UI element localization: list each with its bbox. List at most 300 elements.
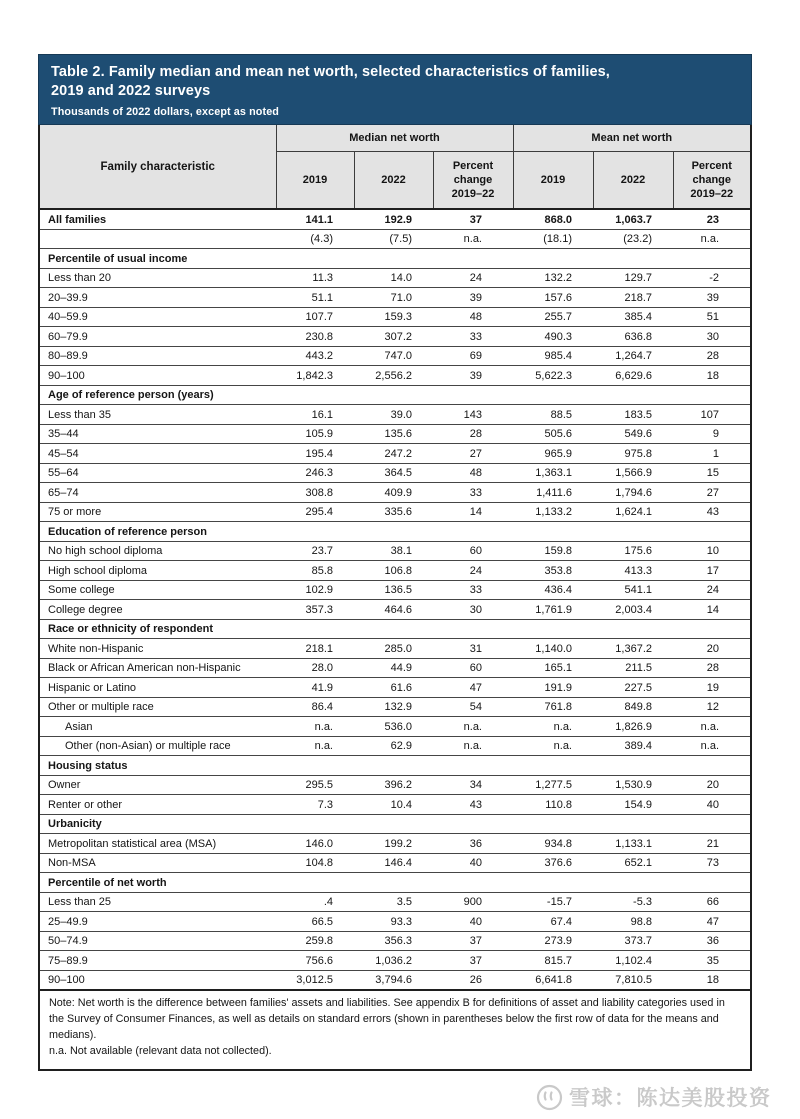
cell-value: 1 bbox=[712, 447, 720, 460]
cell-value: 19 bbox=[706, 681, 720, 694]
row-label: Some college bbox=[48, 584, 115, 596]
table-row bbox=[40, 463, 750, 483]
cell-value: 1,363.1 bbox=[535, 467, 572, 479]
cell-value: 28 bbox=[706, 350, 720, 362]
cell-value: n.a. bbox=[553, 740, 572, 752]
cell-value: 747.0 bbox=[384, 350, 412, 362]
cell-value: 31 bbox=[469, 642, 482, 655]
table-subtitle: Thousands of 2022 dollars, except as noted bbox=[51, 106, 279, 119]
cell-value: 24 bbox=[706, 584, 720, 596]
table-row bbox=[40, 366, 750, 386]
column-header-line: 2022 bbox=[381, 174, 406, 187]
cell-value: n.a. bbox=[700, 233, 720, 245]
cell-value: 146.4 bbox=[384, 857, 412, 869]
table-row bbox=[40, 795, 750, 815]
table-row bbox=[40, 639, 750, 659]
cell-value: 295.4 bbox=[305, 506, 333, 518]
cell-value: 157.6 bbox=[544, 291, 572, 304]
cell-value: 39 bbox=[469, 291, 482, 304]
cell-value: 30 bbox=[706, 330, 720, 343]
cell-value: 37 bbox=[469, 954, 482, 967]
cell-value: 1,264.7 bbox=[615, 350, 652, 362]
cell-value: 11.3 bbox=[312, 272, 333, 284]
cell-value: 247.2 bbox=[384, 447, 412, 460]
cell-value: 85.8 bbox=[311, 564, 333, 577]
cell-value: (23.2) bbox=[623, 233, 652, 245]
row-label bbox=[40, 229, 276, 249]
table-row bbox=[40, 697, 750, 717]
table-row bbox=[40, 268, 750, 288]
cell-value: 18 bbox=[706, 369, 720, 382]
cell-value: 48 bbox=[469, 311, 482, 323]
cell-value: 107.7 bbox=[305, 311, 333, 323]
table-row bbox=[40, 327, 750, 347]
section-header-row bbox=[40, 522, 750, 542]
cell-value: 335.6 bbox=[384, 506, 412, 518]
table-title-block bbox=[38, 54, 752, 125]
cell-value: 14 bbox=[706, 603, 720, 616]
cell-value: 549.6 bbox=[624, 428, 652, 440]
column-group-median-net-worth: Median net worth bbox=[276, 125, 513, 152]
cell-value: 652.1 bbox=[624, 857, 652, 869]
table-row bbox=[40, 405, 750, 425]
row-label: 55–64 bbox=[48, 467, 79, 479]
table-row bbox=[40, 541, 750, 561]
cell-value: 23 bbox=[706, 213, 720, 226]
cell-value: 868.0 bbox=[544, 213, 572, 226]
cell-value: 9 bbox=[712, 428, 720, 440]
cell-value: 132.9 bbox=[384, 701, 412, 713]
row-label: 75 or more bbox=[48, 506, 102, 518]
cell-value: 41.9 bbox=[311, 681, 333, 694]
cell-value: 40 bbox=[706, 798, 720, 811]
cell-value: 43 bbox=[469, 798, 482, 811]
table-row bbox=[40, 580, 750, 600]
table-row bbox=[40, 951, 750, 971]
cell-value: 2,556.2 bbox=[375, 369, 412, 382]
table-row bbox=[40, 736, 750, 756]
section-header-row bbox=[40, 873, 750, 893]
row-label: 50–74.9 bbox=[48, 935, 88, 947]
row-label: Asian bbox=[65, 720, 93, 733]
row-label: Less than 20 bbox=[48, 272, 111, 284]
section-header-row bbox=[40, 619, 750, 639]
cell-value: 6,641.8 bbox=[535, 974, 572, 986]
header-group-row bbox=[40, 125, 750, 152]
cell-value: 191.9 bbox=[544, 681, 572, 694]
cell-value: 536.0 bbox=[384, 720, 412, 733]
cell-value: 33 bbox=[469, 330, 482, 343]
cell-value: 37 bbox=[469, 213, 482, 226]
cell-value: 199.2 bbox=[384, 837, 412, 850]
cell-value: 218.7 bbox=[624, 291, 652, 304]
cell-value: 356.3 bbox=[384, 935, 412, 947]
column-header-line: change bbox=[692, 174, 732, 187]
cell-value: n.a. bbox=[700, 720, 720, 733]
section-header-label: Percentile of net worth bbox=[48, 876, 167, 889]
cell-value: 28.0 bbox=[311, 662, 333, 674]
table-row bbox=[40, 853, 750, 873]
cell-value: 218.1 bbox=[305, 642, 333, 655]
cell-value: 21 bbox=[706, 837, 720, 850]
note-text: Note: Net worth is the difference between families' assets and liabilities. See appendix B for definitions of asset and liability categories used in the Survey of Consumer Finances, as well as details on standard errors (shown in parentheses below the first row of data for the means and medians). bbox=[49, 997, 725, 1041]
cell-value: 1,826.9 bbox=[615, 720, 652, 733]
cell-value: n.a. bbox=[553, 720, 572, 733]
row-label: 65–74 bbox=[48, 486, 79, 499]
row-label: 75–89.9 bbox=[48, 954, 88, 967]
cell-value: 1,794.6 bbox=[615, 486, 652, 499]
table-row bbox=[40, 912, 750, 932]
row-label: All families bbox=[48, 213, 107, 226]
cell-value: 47 bbox=[469, 681, 482, 694]
cell-value: 308.8 bbox=[305, 486, 333, 499]
column-header-mean-2019 bbox=[513, 152, 593, 210]
cell-value: -2 bbox=[709, 272, 720, 284]
cell-value: 385.4 bbox=[624, 311, 652, 323]
cell-value: 135.6 bbox=[384, 428, 412, 440]
table-row bbox=[40, 346, 750, 366]
cell-value: 141.1 bbox=[305, 213, 333, 226]
cell-value: 505.6 bbox=[544, 428, 572, 440]
cell-value: 409.9 bbox=[384, 486, 412, 499]
cell-value: 33 bbox=[469, 486, 482, 499]
cell-value: 16.1 bbox=[311, 408, 333, 421]
cell-value: 14.0 bbox=[390, 272, 412, 284]
column-header-line: Percent bbox=[452, 159, 494, 172]
table-title-line-1: Table 2. Family median and mean net worth, selected characteristics of families, bbox=[51, 64, 610, 80]
cell-value: 20 bbox=[706, 779, 720, 791]
row-label: Black or African American non-Hispanic bbox=[48, 662, 241, 674]
cell-value: 60 bbox=[469, 662, 482, 674]
section-header-row bbox=[40, 756, 750, 776]
table-row bbox=[40, 834, 750, 854]
cell-value: 255.7 bbox=[544, 311, 572, 323]
cell-value: -5.3 bbox=[633, 896, 652, 908]
cell-value: 389.4 bbox=[624, 740, 652, 752]
cell-value: 110.8 bbox=[545, 798, 572, 811]
cell-value: 35 bbox=[706, 954, 720, 967]
cell-value: n.a. bbox=[314, 720, 333, 733]
cell-value: 60 bbox=[469, 545, 482, 557]
row-label: Metropolitan statistical area (MSA) bbox=[48, 837, 217, 850]
cell-value: (18.1) bbox=[543, 233, 572, 245]
row-label: 45–54 bbox=[48, 447, 79, 460]
cell-value: 73 bbox=[706, 857, 720, 869]
cell-value: 1,624.1 bbox=[615, 506, 652, 518]
cell-value: 815.7 bbox=[544, 954, 572, 967]
cell-value: 7,810.5 bbox=[615, 974, 652, 986]
table-row bbox=[40, 775, 750, 795]
cell-value: 230.8 bbox=[305, 330, 333, 343]
row-label: 35–44 bbox=[48, 428, 79, 440]
row-label: Less than 35 bbox=[48, 408, 111, 421]
cell-value: 192.9 bbox=[384, 213, 412, 226]
cell-value: 7.3 bbox=[317, 798, 333, 811]
cell-value: 849.8 bbox=[624, 701, 652, 713]
cell-value: 364.5 bbox=[384, 467, 412, 479]
table-row bbox=[40, 931, 750, 951]
row-label: 60–79.9 bbox=[48, 330, 88, 343]
cell-value: 18 bbox=[706, 974, 720, 986]
cell-value: 20 bbox=[706, 642, 720, 655]
row-label: 40–59.9 bbox=[48, 311, 88, 323]
cell-value: 88.5 bbox=[550, 408, 572, 421]
column-group-mean-net-worth: Mean net worth bbox=[513, 125, 750, 152]
cell-value: 106.8 bbox=[384, 564, 412, 577]
table-row bbox=[40, 717, 750, 737]
cell-value: 436.4 bbox=[544, 584, 572, 596]
table-row bbox=[40, 502, 750, 522]
cell-value: 33 bbox=[469, 584, 482, 596]
row-label: Owner bbox=[48, 779, 81, 791]
cell-value: 66.5 bbox=[311, 915, 333, 928]
cell-value: .4 bbox=[323, 896, 333, 908]
cell-value: 175.6 bbox=[624, 545, 652, 557]
cell-value: 965.9 bbox=[544, 447, 572, 460]
section-header-row bbox=[40, 385, 750, 405]
cell-value: 34 bbox=[469, 779, 482, 791]
cell-value: (4.3) bbox=[310, 233, 333, 245]
cell-value: 14 bbox=[469, 506, 482, 518]
row-label: 90–100 bbox=[48, 974, 85, 986]
cell-value: 373.7 bbox=[624, 935, 652, 947]
cell-value: 1,566.9 bbox=[615, 467, 652, 479]
note-box bbox=[40, 989, 750, 1069]
cell-value: 26 bbox=[469, 974, 482, 986]
cell-value: 39 bbox=[469, 369, 482, 382]
row-label: No high school diploma bbox=[48, 545, 163, 557]
cell-value: 756.6 bbox=[305, 954, 333, 967]
table-row bbox=[40, 678, 750, 698]
cell-value: n.a. bbox=[463, 233, 482, 245]
row-label: High school diploma bbox=[48, 564, 148, 577]
row-label: Non-MSA bbox=[48, 857, 96, 869]
cell-value: 15 bbox=[706, 467, 720, 479]
column-header-mean-2022 bbox=[593, 152, 673, 210]
cell-value: 132.2 bbox=[544, 272, 572, 284]
table-row bbox=[40, 483, 750, 503]
column-header-family-characteristic: Family characteristic bbox=[40, 125, 276, 209]
cell-value: 28 bbox=[706, 662, 720, 674]
cell-value: 490.3 bbox=[544, 330, 572, 343]
section-header-label: Housing status bbox=[48, 759, 128, 772]
table-row bbox=[40, 444, 750, 464]
cell-value: 2,003.4 bbox=[615, 603, 652, 616]
cell-value: n.a. bbox=[314, 740, 333, 752]
column-header-line: 2019–22 bbox=[690, 188, 734, 201]
cell-value: 39 bbox=[706, 291, 720, 304]
table-row bbox=[40, 307, 750, 327]
section-header-label: Urbanicity bbox=[48, 818, 102, 830]
report-table-container bbox=[38, 54, 752, 1071]
cell-value: 636.8 bbox=[624, 330, 652, 343]
table-row bbox=[40, 209, 750, 229]
cell-value: 40 bbox=[469, 915, 482, 928]
row-label: White non-Hispanic bbox=[48, 642, 144, 655]
cell-value: 102.9 bbox=[305, 584, 333, 596]
column-header-median-2019 bbox=[276, 152, 354, 210]
cell-value: 3,012.5 bbox=[296, 974, 333, 986]
row-label: Hispanic or Latino bbox=[48, 681, 137, 694]
cell-value: 27 bbox=[469, 447, 482, 460]
table-row bbox=[40, 600, 750, 620]
cell-value: 47 bbox=[706, 915, 720, 928]
cell-value: 40 bbox=[469, 857, 482, 869]
cell-value: 98.8 bbox=[630, 915, 652, 928]
cell-value: 443.2 bbox=[305, 350, 333, 362]
cell-value: 10.4 bbox=[390, 798, 412, 811]
cell-value: 357.3 bbox=[305, 603, 333, 616]
table-body bbox=[40, 209, 750, 989]
table-row bbox=[40, 229, 750, 249]
column-header-line: 2019–22 bbox=[451, 188, 495, 201]
cell-value: 48 bbox=[469, 467, 482, 479]
section-header-row bbox=[40, 249, 750, 269]
cell-value: 62.9 bbox=[390, 740, 412, 752]
cell-value: 43 bbox=[706, 506, 720, 518]
table-title-line-2: 2019 and 2022 surveys bbox=[51, 83, 211, 100]
column-header-line: change bbox=[453, 174, 493, 187]
cell-value: 10 bbox=[706, 545, 720, 557]
note-na-definition: n.a. Not available (relevant data not collected). bbox=[49, 1045, 272, 1058]
cell-value: n.a. bbox=[463, 720, 482, 733]
cell-value: n.a. bbox=[463, 740, 482, 752]
table-header bbox=[40, 125, 750, 209]
cell-value: 71.0 bbox=[390, 291, 412, 304]
cell-value: 129.7 bbox=[624, 272, 652, 284]
cell-value: 413.3 bbox=[624, 564, 652, 577]
cell-value: 24 bbox=[469, 564, 482, 577]
cell-value: 396.2 bbox=[384, 779, 412, 791]
cell-value: 376.6 bbox=[544, 857, 572, 869]
column-header-median-2022 bbox=[354, 152, 433, 210]
cell-value: 3,794.6 bbox=[375, 974, 412, 986]
cell-value: n.a. bbox=[700, 740, 720, 752]
section-header-label: Age of reference person (years) bbox=[48, 389, 214, 401]
cell-value: 1,530.9 bbox=[615, 779, 652, 791]
cell-value: 39.0 bbox=[390, 408, 412, 421]
cell-value: 38.1 bbox=[390, 545, 412, 557]
table-row bbox=[40, 561, 750, 581]
section-header-label: Percentile of usual income bbox=[48, 252, 188, 265]
cell-value: 985.4 bbox=[544, 350, 572, 362]
cell-value: 28 bbox=[469, 428, 482, 440]
column-header-line: 2019 bbox=[302, 174, 328, 187]
cell-value: 6,629.6 bbox=[615, 369, 652, 382]
cell-value: 146.0 bbox=[305, 837, 333, 850]
cell-value: 24 bbox=[469, 272, 482, 284]
cell-value: 86.4 bbox=[311, 701, 333, 713]
cell-value: 1,036.2 bbox=[375, 954, 412, 967]
row-label: Renter or other bbox=[48, 798, 122, 811]
cell-value: 1,277.5 bbox=[535, 779, 572, 791]
watermark-text: 雪球：陈达美股投资 bbox=[569, 1087, 772, 1110]
cell-value: 104.8 bbox=[305, 857, 333, 869]
cell-value: 227.5 bbox=[624, 681, 652, 694]
cell-value: 183.5 bbox=[624, 408, 652, 421]
column-header-line: 2022 bbox=[620, 174, 646, 187]
cell-value: -15.7 bbox=[546, 896, 572, 908]
cell-value: 37 bbox=[469, 935, 482, 947]
cell-value: 900 bbox=[463, 896, 482, 908]
cell-value: 307.2 bbox=[384, 330, 412, 343]
cell-value: 1,102.4 bbox=[615, 954, 652, 967]
xueqiu-snowball-logo-icon bbox=[536, 1084, 563, 1111]
cell-value: 66 bbox=[706, 896, 720, 908]
cell-value: 12 bbox=[706, 701, 720, 713]
row-label: 25–49.9 bbox=[48, 915, 88, 928]
cell-value: 273.9 bbox=[544, 935, 572, 947]
row-label: 90–100 bbox=[48, 369, 85, 382]
cell-value: 136.5 bbox=[384, 584, 412, 596]
cell-value: 195.4 bbox=[305, 447, 333, 460]
cell-value: 934.8 bbox=[544, 837, 572, 850]
cell-value: 3.5 bbox=[396, 896, 412, 908]
cell-value: 541.1 bbox=[624, 584, 652, 596]
cell-value: 51 bbox=[706, 311, 720, 323]
table-row bbox=[40, 288, 750, 308]
cell-value: 27 bbox=[706, 486, 720, 499]
cell-value: 44.9 bbox=[390, 662, 412, 674]
cell-value: 353.8 bbox=[544, 564, 572, 577]
column-header-line: Percent bbox=[691, 159, 732, 172]
cell-value: 975.8 bbox=[624, 447, 652, 460]
cell-value: (7.5) bbox=[389, 233, 412, 245]
cell-value: 93.3 bbox=[390, 915, 412, 928]
row-label: College degree bbox=[48, 603, 123, 616]
column-header-median-percent-change-201922 bbox=[433, 152, 513, 210]
cell-value: 295.5 bbox=[305, 779, 333, 791]
row-label: 20–39.9 bbox=[48, 291, 88, 304]
cell-value: 17 bbox=[706, 564, 720, 577]
row-label: 80–89.9 bbox=[48, 350, 88, 362]
cell-value: 464.6 bbox=[384, 603, 412, 616]
row-label: Less than 25 bbox=[48, 896, 111, 908]
cell-value: 211.5 bbox=[625, 662, 652, 674]
cell-value: 761.8 bbox=[544, 701, 572, 713]
cell-value: 1,842.3 bbox=[296, 369, 333, 382]
cell-value: 259.8 bbox=[305, 935, 333, 947]
cell-value: 51.1 bbox=[311, 291, 333, 304]
cell-value: 1,063.7 bbox=[615, 213, 652, 226]
row-label: Other or multiple race bbox=[48, 701, 154, 713]
cell-value: 159.3 bbox=[384, 311, 412, 323]
cell-value: 36 bbox=[469, 837, 482, 850]
cell-value: 36 bbox=[706, 935, 720, 947]
cell-value: 165.1 bbox=[544, 662, 572, 674]
cell-value: 5,622.3 bbox=[535, 369, 572, 382]
table-row bbox=[40, 892, 750, 912]
table-row bbox=[40, 658, 750, 678]
cell-value: 154.9 bbox=[624, 798, 652, 811]
cell-value: 285.0 bbox=[384, 642, 412, 655]
cell-value: 1,133.2 bbox=[535, 506, 572, 518]
cell-value: 107 bbox=[700, 408, 720, 421]
cell-value: 54 bbox=[469, 701, 482, 713]
cell-value: 69 bbox=[469, 350, 482, 362]
table-frame bbox=[38, 125, 752, 1071]
cell-value: 23.7 bbox=[311, 545, 333, 557]
cell-value: 105.9 bbox=[305, 428, 333, 440]
section-header-label: Race or ethnicity of respondent bbox=[48, 623, 214, 635]
cell-value: 143 bbox=[463, 408, 482, 421]
column-header-line: 2019 bbox=[540, 174, 566, 187]
cell-value: 1,367.2 bbox=[615, 642, 652, 655]
section-header-label: Education of reference person bbox=[48, 525, 207, 538]
row-label: Other (non-Asian) or multiple race bbox=[65, 740, 231, 752]
watermark bbox=[536, 1082, 772, 1112]
table-row bbox=[40, 424, 750, 444]
